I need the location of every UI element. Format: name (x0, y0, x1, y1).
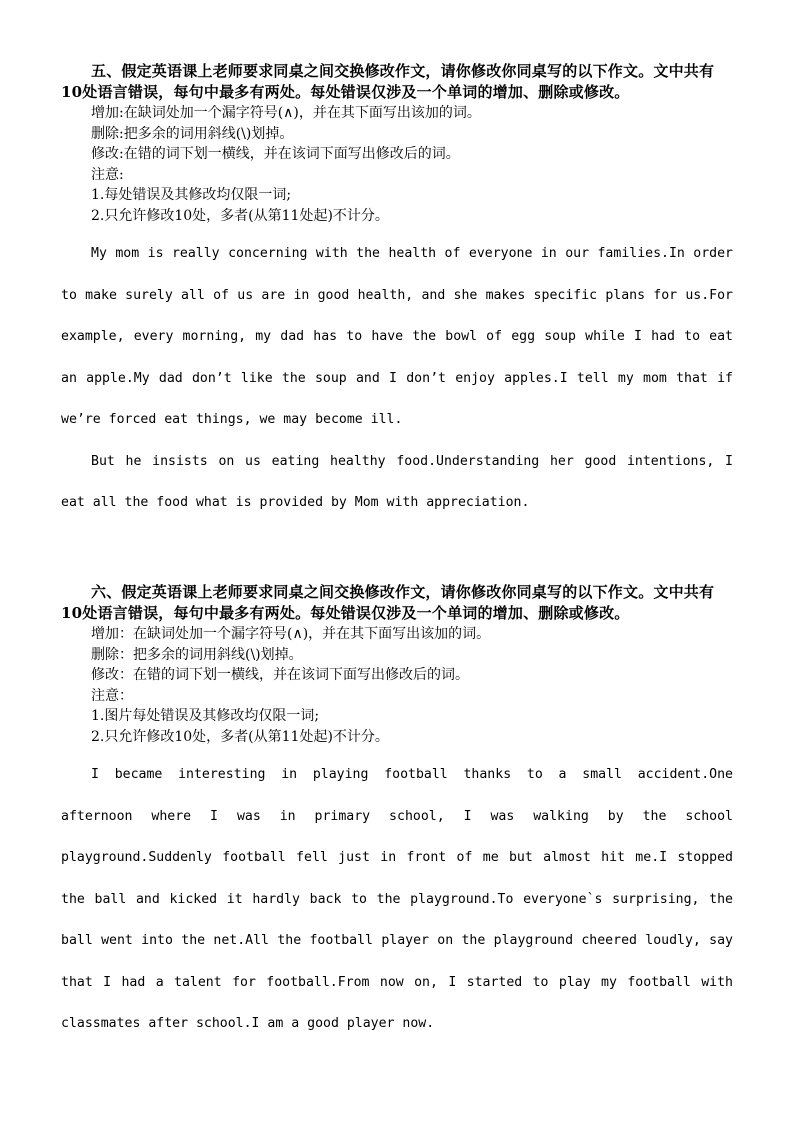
rule-note-1: 1.图片每处错误及其修改均仅限一词; (91, 708, 320, 724)
rule-modify: 修改:在错的词下划一横线，并在该词下面写出修改后的词。 (91, 146, 460, 162)
rule-delete: 删除：把多余的词用斜线(\)划掉。 (91, 646, 303, 663)
essay-paragraph-1: I became interesting in playing football thanks to a small accident.One afternoon where I was in primary school, I was walking by the school playground.Suddenly football fell just in front of me but almost hit me.I stopped the ball and kicked it hardly back to the playground.To everyone`s surprising, the ball went into the net.All the football player on the playground cheered loudly, say that I had a talent for football.From now on, I started to play my football with classmates after school.I am a good player now. (61, 767, 733, 1031)
essay-paragraph-1: My mom is really concerning with the health of everyone in our families.In order to make surely all of us are in good health, and she makes specific plans for us.For example, every morning, my dad has to have the bowl of egg soup while I had to eat an apple.My dad don’t like the soup and I don’t enjoy apples.I tell my mom that if we’re forced eat things, we may become ill. (61, 246, 733, 427)
rule-add: 增加：在缺词处加一个漏字符号(∧)，并在其下面写出该加的词。 (91, 626, 491, 642)
exercise-section-6 (61, 582, 733, 1045)
rule-note-2: 2.只允许修改10处，多者(从第11处起)不计分。 (91, 207, 389, 224)
rule-add: 增加:在缺词处加一个漏字符号(∧)，并在其下面写出该加的词。 (91, 105, 481, 121)
rule-delete: 删除:把多余的词用斜线(\)划掉。 (91, 125, 294, 142)
exercise-section-5 (61, 61, 733, 524)
rule-note-heading: 注意： (91, 687, 133, 704)
essay-paragraph-2: But he insists on us eating healthy food.Understanding her good intentions, I eat all the food what is provided by Mom with appreciation. (61, 453, 733, 510)
section-5-title: 五、假定英语课上老师要求同桌之间交换修改作文，请你修改你同桌写的以下作文。文中共有10处语言错误，每句中最多有两处。每处错误仅涉及一个单词的增加、删除或修改。 (61, 62, 715, 101)
rule-note-heading: 注意: (91, 166, 124, 183)
rule-modify: 修改：在错的词下划一横线，并在该词下面写出修改后的词。 (91, 667, 469, 683)
section-6-title: 六、假定英语课上老师要求同桌之间交换修改作文，请你修改你同桌写的以下作文。文中共有10处语言错误，每句中最多有两处。每处错误仅涉及一个单词的增加、删除或修改。 (61, 583, 715, 622)
rule-note-2: 2.只允许修改10处，多者(从第11处起)不计分。 (91, 728, 389, 745)
rule-note-1: 1.每处错误及其修改均仅限一词; (91, 187, 292, 203)
